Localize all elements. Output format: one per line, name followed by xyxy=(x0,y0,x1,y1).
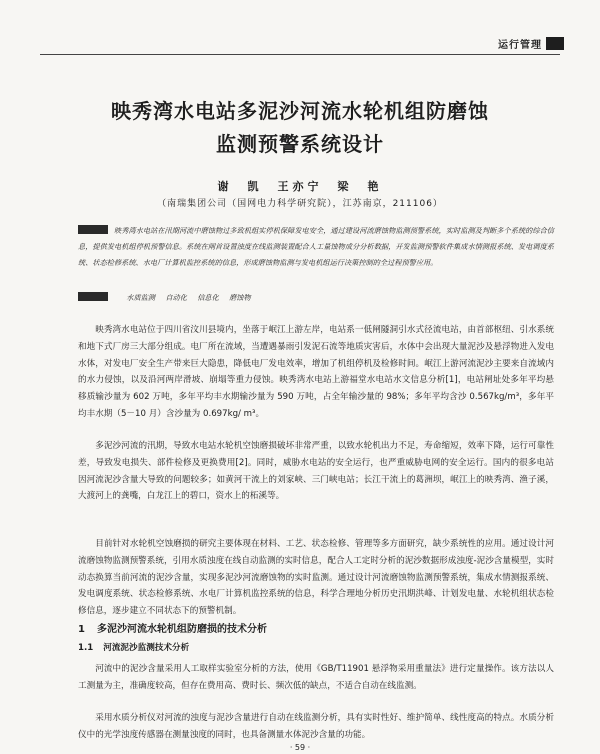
page-number: · 59 · xyxy=(289,743,311,752)
keyword: 自动化 xyxy=(165,293,187,302)
keyword: 水质监测 xyxy=(126,293,156,302)
section-number: 1 xyxy=(78,624,85,635)
keywords-label-box xyxy=(78,292,108,301)
keywords xyxy=(78,292,251,303)
body-paragraph: 映秀湾水电站位于四川省汶川县境内，坐落于岷江上游左岸，电站系一低闸隧洞引水式径流电站，由首部枢纽、引水系统和地下式厂房三大部分组成。电厂所在流域，当遭遇暴雨引发泥石流等地质灾害后，水体中会出现大量泥沙及悬浮物进入发电水体，对发电厂安全生产带来巨大隐患，降低电厂发电效率，增加了机组停机及检修时间。岷江上游河流泥沙主要来自流域内的水力侵蚀，以及沿河两岸滑坡、崩塌等重力侵蚀。映秀湾水电站上游福堂水电站水文信息分析[1]，电站闸址处多年平均悬移质输沙量为 602 万吨，多年平均丰水期输沙量为 590 万吨，占全年输沙量的 98%；多年平均含沙 0.567kg/m³，多年平均丰水期（5－10 月）含沙量为 0.697kg/ m³。 xyxy=(78,325,554,419)
header-block-mark xyxy=(546,37,564,50)
section-title: 多泥沙河流水轮机组防磨损的技术分析 xyxy=(96,624,267,635)
subsection-number: 1.1 xyxy=(78,643,94,653)
section-tag: 运行管理 xyxy=(498,40,542,51)
abstract xyxy=(78,223,554,271)
running-header xyxy=(498,36,564,51)
subsection-title: 河流泥沙监测技术分析 xyxy=(103,643,190,653)
subsection-heading xyxy=(78,641,189,653)
header-rule xyxy=(40,54,560,55)
body-paragraph: 目前针对水轮机空蚀磨损的研究主要体现在材料、工艺、状态检修、管理等多方面研究，缺少系统性的应用。通过设计河流磨蚀物监测预警系统，引用水质浊度在线自动监测的实时信息，配合人工定时分析的泥沙数据形成浊度-泥沙含量模型，实时动态换算当前河流的泥沙含量，实现多泥沙河流磨蚀物的实时监测。通过设计河流磨蚀物监测预警系统，集成水情测报系统、发电调度系统、状态检修系统、水电厂计算机监控系统的信息，科学合理地分析历史汛期洪峰、计划发电量、水轮机组状态检修信息，逐步建立不同状态下的预警机制。 xyxy=(78,539,554,617)
body-paragraph: 河流中的泥沙含量采用人工取样实验室分析的方法，使用《GB/T11901 悬浮物采用重量法》进行定量操作。该方法以人工测量为主，准确度较高，但存在费用高、费时长、频次低的缺点，不适合自动在线监测。 xyxy=(78,664,554,691)
affiliation: （南瑞集团公司（国网电力科学研究院），江苏南京，211106） xyxy=(157,199,443,209)
body-paragraph: 采用水质分析仪对河流的浊度与泥沙含量进行自动在线监测分析，具有实时性好、维护简单、线性度高的特点。水质分析仪中的光学浊度传感器在测量浊度的同时，也具备测量水体泥沙含量的功能。 xyxy=(78,713,554,740)
abstract-text: 映秀湾水电站在汛期河流中磨蚀物过多致机组实停机保障发电安全，通过建设河流磨蚀物监测预警系统，实时监测及判断多个系统的综合信息，提供发电机组停机预警信息。系统在闸首设置浊度在线监测装置配合人工量蚀物成分分析数据，开发监测预警软件集成水情测报系统、发电调度系统、状态检修系统、水电厂计算机监控系统的信息，形成磨蚀物监测与发电机组运行决策控制的全过程预警应用。 xyxy=(78,226,554,267)
authors: 谢 凯 王亦宁 梁 艳 xyxy=(217,180,383,193)
section-heading xyxy=(78,620,267,635)
paper-title-line1: 映秀湾水电站多泥沙河流水轮机组防磨蚀 xyxy=(111,99,489,123)
keyword: 信息化 xyxy=(197,293,219,302)
abstract-label-box xyxy=(78,225,108,234)
paper-title-line2: 监测预警系统设计 xyxy=(216,132,384,156)
body-paragraph: 多泥沙河流的汛期，导致水电站水轮机空蚀磨损破坏非常严重，以致水轮机出力不足，寿命缩短，效率下降，运行可靠性差，导致发电损失、部件检修及更换费用[2]。同时，威胁水电站的安全运行，也严重威胁电网的安全运行。国内的很多电站因河流泥沙含量大导致的问题较多；如黄河干流上的刘家峡、三门峡电站；长江干流上的葛洲坝，岷江上的映秀湾、渔子溪，大渡河上的龚嘴，白龙江上的碧口，资水上的柘溪等。 xyxy=(78,441,554,502)
keyword: 磨蚀物 xyxy=(229,293,251,302)
